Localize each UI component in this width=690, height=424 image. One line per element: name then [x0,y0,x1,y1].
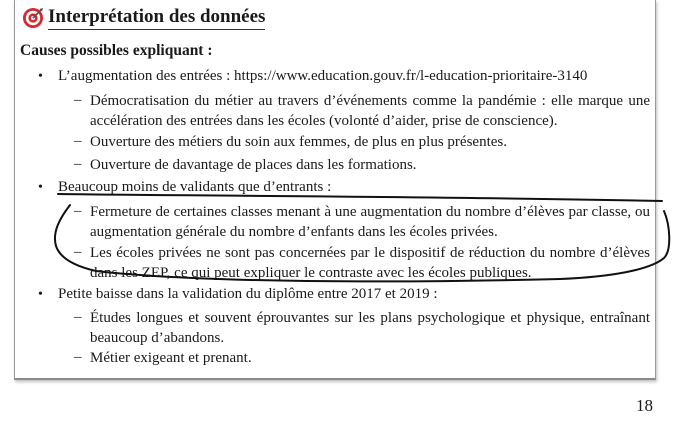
list-item: Petite baisse dans la validation du diplôme entre 2017 et 2019 : [58,286,438,302]
list-item: Beaucoup moins de validants que d’entrants : [58,179,332,195]
page-title: Interprétation des données [48,6,265,30]
target-icon [22,7,44,29]
sub-list-item: Fermeture de certaines classes menant à une augmentation du nombre d’élèves par classe, ou augmentation générale du nombre d’enfants dans les écoles privées. [90,204,650,240]
title-row [22,6,265,30]
sub-list-item: Démocratisation du métier au travers d’événements comme la pandémie : elle marque une accélération des entrées dans les écoles (volonté d’aider, prise de conscience). [90,93,650,129]
page-number: 18 [636,396,653,415]
subheading: Causes possibles expliquant : [20,42,213,59]
sub-list-item: Ouverture des métiers du soin aux femmes, de plus en plus présentes. [90,134,507,150]
dash-icon: – [74,244,82,260]
dash-icon: – [74,203,82,219]
dash-icon: – [74,349,82,365]
list-item: L’augmentation des entrées : https://www.education.gouv.fr/l-education-prioritaire-3140 [58,68,588,84]
bullet-icon: • [38,69,43,84]
bullet-icon: • [38,180,43,195]
sub-list-item: Ouverture de davantage de places dans les formations. [90,157,417,173]
sub-list-item: Études longues et souvent éprouvantes sur les plans psychologique et physique, entraînant beaucoup d’abandons. [90,310,650,346]
dash-icon: – [74,156,82,172]
dash-icon: – [74,133,82,149]
bullet-icon: • [38,287,43,302]
sub-list-item: Métier exigeant et prenant. [90,350,252,366]
dash-icon: – [74,92,82,108]
sub-list-item: Les écoles privées ne sont pas concernées par le dispositif de réduction du nombre d’élèves dans les ZEP, ce qui peut expliquer le contraste avec les écoles publiques. [90,245,650,281]
dash-icon: – [74,309,82,325]
